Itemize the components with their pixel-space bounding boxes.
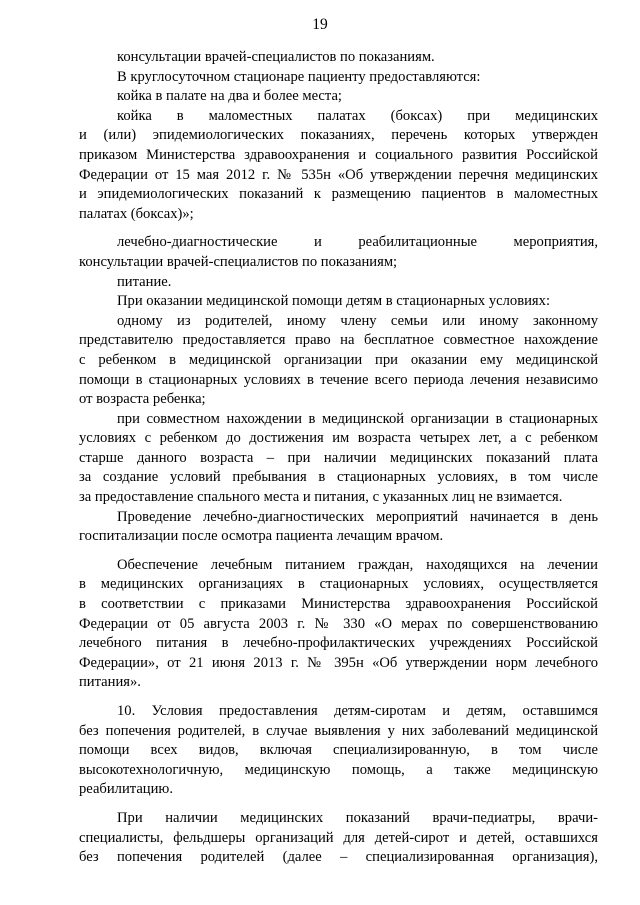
text-line: старше данного возраста – при наличии медицинских показаний плата — [79, 449, 598, 466]
text-line: за создание условий пребывания в стационарных условиях, в том числе — [79, 469, 598, 486]
text-line: реабилитацию. — [79, 781, 173, 798]
text-line: и (или) эпидемиологических показаниях, перечень которых утвержден — [79, 127, 598, 144]
text-line: Федерации», от 21 июня 2013 г. № 395н «Об утверждении норм лечебного — [79, 654, 598, 671]
text-line: без попечения родителей, в случае выявления у них заболеваний медицинской — [79, 722, 598, 739]
text-line: Федерации от 05 августа 2003 г. № 330 «О мерах по совершенствованию — [79, 615, 598, 632]
text-line: Обеспечение лечебным питанием граждан, находящихся на лечении — [117, 556, 598, 573]
text-line: консультации врачей-специалистов по показаниям; — [79, 253, 398, 270]
text-line: койка в маломестных палатах (боксах) при медицинских — [117, 107, 598, 124]
text-line: высокотехнологичную, медицинскую помощь, а также медицинскую — [79, 761, 598, 778]
text-line: от возраста ребенка; — [79, 391, 206, 408]
text-line: за предоставление спального места и питания, с указанных лиц не взимается. — [79, 489, 563, 506]
text-line: 10. Условия предоставления детям-сиротам и детям, оставшимся — [117, 703, 598, 719]
text-line: При наличии медицинских показаний врачи-педиатры, врачи- — [117, 809, 598, 826]
text-line: лечебного питания в лечебно-профилактических учреждениях Российской — [79, 635, 598, 652]
text-line: и эпидемиологических показаний к размещению пациентов в маломестных — [79, 186, 598, 203]
text-line: госпитализации после осмотра пациента лечащим врачом. — [79, 528, 444, 545]
text-line: Федерации от 15 мая 2012 г. № 535н «Об утверждении перечня медицинских — [79, 166, 598, 183]
text-line: питание. — [117, 273, 172, 290]
text-line: помощи всех видов, включая специализированную, в том числе — [79, 742, 598, 759]
text-line: в соответствии с приказами Министерства здравоохранения Российской — [79, 596, 598, 613]
text-line: специалисты, фельдшеры организаций для детей-сирот и детей, оставшихся — [79, 829, 598, 846]
text-line: Проведение лечебно-диагностических мероприятий начинается в день — [117, 508, 598, 525]
text-line: питания». — [79, 674, 141, 691]
text-line: В круглосуточном стационаре пациенту предоставляются: — [117, 68, 481, 85]
body-text — [79, 48, 598, 868]
text-line: приказом Министерства здравоохранения и социального развития Российской — [79, 146, 598, 163]
text-line: в медицинских организациях в стационарных условиях, осуществляется — [79, 576, 598, 593]
text-line: без попечения родителей (далее – специализированная организация), — [79, 849, 598, 866]
text-line: с ребенком в медицинской организации при оказании ему медицинской — [79, 351, 598, 368]
text-line: консультации врачей-специалистов по показаниям. — [117, 49, 435, 65]
text-line: представителю предоставляется право на бесплатное совместное нахождение — [79, 332, 598, 349]
text-line: помощи в стационарных условиях в течение всего периода лечения независимо — [79, 371, 598, 388]
text-line: При оказании медицинской помощи детям в стационарных условиях: — [117, 293, 550, 310]
page-number: 19 — [312, 16, 328, 33]
text-line: лечебно-диагностические и реабилитационные мероприятия, — [117, 234, 598, 251]
text-line: условиях с ребенком до достижения им возраста четырех лет, а с ребенком — [79, 430, 598, 447]
text-line: при совместном нахождении в медицинской организации в стационарных — [117, 410, 598, 427]
text-line: палатах (боксах)»; — [79, 205, 194, 222]
text-line: койка в палате на два и более места; — [117, 88, 342, 105]
text-line: одному из родителей, иному члену семьи или иному законному — [117, 312, 598, 329]
